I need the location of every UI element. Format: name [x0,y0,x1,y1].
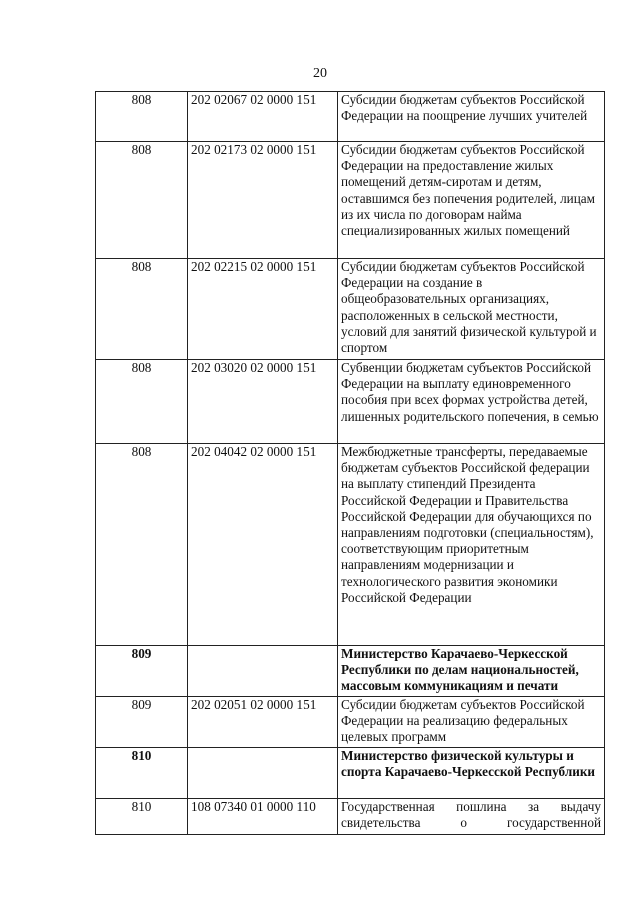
table-row [96,444,605,646]
revenue-name-cell: Субсидии бюджетам субъектов Российской Федерации на создание в общеобразовательных организациях, расположенных в сельской местности, условий для занятий физической культурой и спортом [338,259,605,360]
table-row [96,799,605,835]
revenue-code-cell: 202 02173 02 0000 151 [188,142,338,259]
revenue-name-cell: Министерство физической культуры и спорта Карачаево-Черкесской Республики [338,748,605,799]
revenue-code-cell: 202 03020 02 0000 151 [188,360,338,444]
admin-code-cell: 808 [96,444,188,646]
table-row [96,142,605,259]
page-number: 20 [313,66,327,81]
table-row [96,92,605,142]
table-row [96,748,605,799]
revenue-name-cell: Государственная пошлина за выдачу свидетельства о государственной [338,799,605,835]
revenue-code-cell [188,646,338,697]
admin-code-cell: 809 [96,646,188,697]
revenue-code-cell: 202 02051 02 0000 151 [188,697,338,748]
revenue-code-cell [188,748,338,799]
admin-code-cell: 809 [96,697,188,748]
admin-code-cell: 810 [96,799,188,835]
revenue-name-cell: Межбюджетные трансферты, передаваемые бюджетам субъектов Российской федерации на выплату стипендий Президента Российской Федерации и Правительства Российской Федерации для обучающихся по направлениям подготовки (специальностям), соответствующим приоритетным направлениям модернизации и технологического развития экономики Российской Федерации [338,444,605,646]
revenue-name-cell: Субсидии бюджетам субъектов Российской Федерации на реализацию федеральных целевых программ [338,697,605,748]
revenue-code-cell: 202 02215 02 0000 151 [188,259,338,360]
revenue-codes-table [95,91,605,835]
revenue-name-cell: Субсидии бюджетам субъектов Российской Федерации на поощрение лучших учителей [338,92,605,142]
revenue-code-cell: 108 07340 01 0000 110 [188,799,338,835]
revenue-name-cell: Субсидии бюджетам субъектов Российской Федерации на предоставление жилых помещений детям-сиротам и детям, оставшимся без попечения родителей, лицам из их числа по договорам найма специализированных жилых помещений [338,142,605,259]
table-row [96,259,605,360]
admin-code-cell: 808 [96,360,188,444]
table-row [96,646,605,697]
admin-code-cell: 808 [96,259,188,360]
revenue-code-cell: 202 04042 02 0000 151 [188,444,338,646]
admin-code-cell: 808 [96,92,188,142]
revenue-code-cell: 202 02067 02 0000 151 [188,92,338,142]
table-row [96,360,605,444]
revenue-name-cell: Министерство Карачаево-Черкесской Республики по делам национальностей, массовым коммуникациям и печати [338,646,605,697]
table-row [96,697,605,748]
admin-code-cell: 810 [96,748,188,799]
revenue-name-cell: Субвенции бюджетам субъектов Российской Федерации на выплату единовременного пособия при всех формах устройства детей, лишенных родительского попечения, в семью [338,360,605,444]
admin-code-cell: 808 [96,142,188,259]
